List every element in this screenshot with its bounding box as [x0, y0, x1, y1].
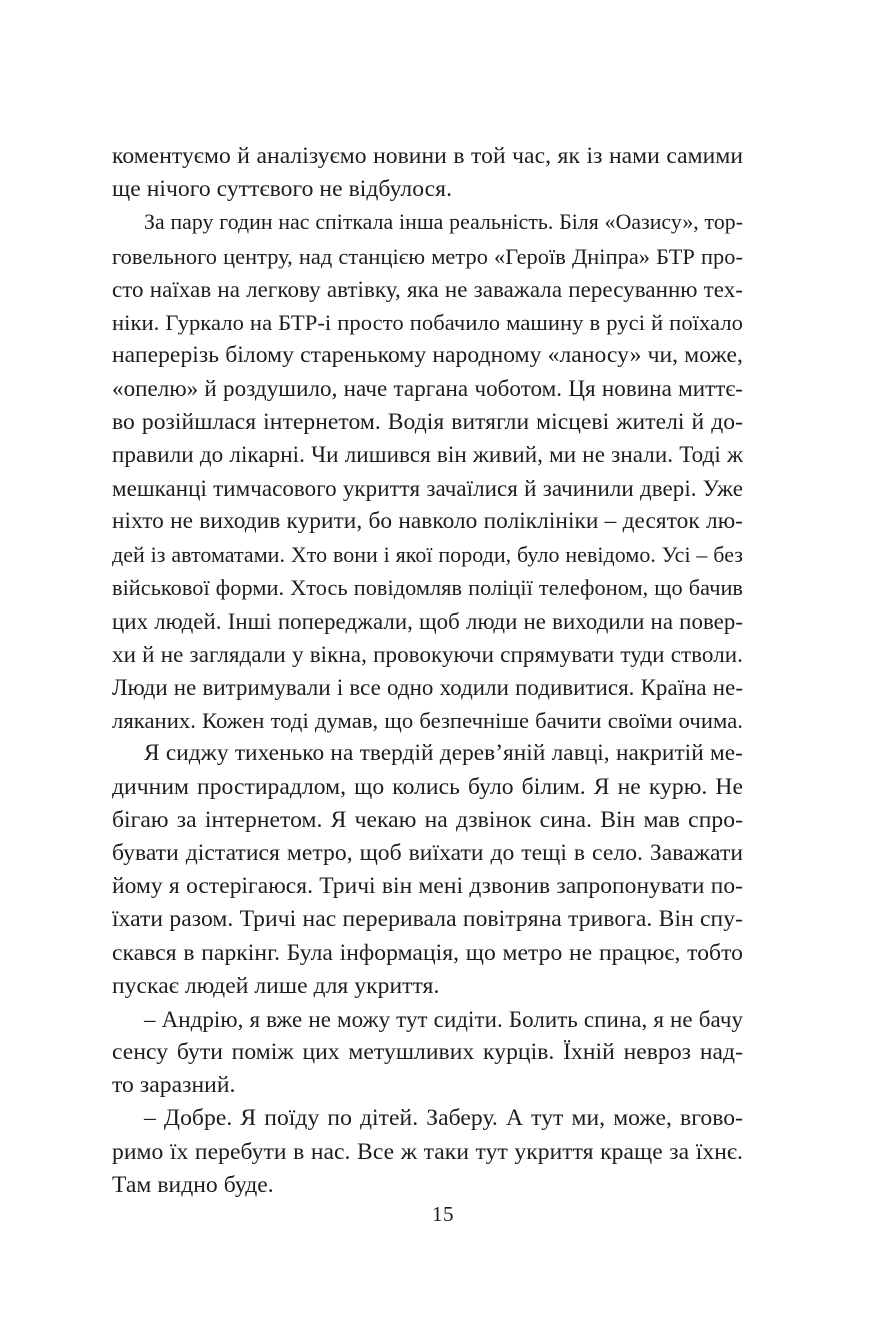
- text-line: ще нічого суттєвого не відбулося.: [112, 176, 453, 203]
- text-line: дичним простирадлом, що колись було білим. Я не курю. Не: [112, 773, 743, 800]
- text-line: Люди не витримували і все одно ходили подивитися. Країна не-: [112, 675, 743, 700]
- page-body: [112, 140, 743, 1202]
- text-line: римо їх перебути в нас. Все ж таки тут укриття краще за їхнє.: [112, 1138, 743, 1165]
- text-line: дей із автоматами. Хто вони і якої породи, було невідомо. Усі – без: [112, 542, 743, 568]
- text-line: хи й не заглядали у вікна, провокуючи спрямувати туди стволи.: [112, 640, 743, 667]
- text-line: то заразний.: [112, 1072, 236, 1099]
- text-line: «опелю» й роздушило, наче таргана чоботом. Ця новина миттє-: [112, 375, 743, 402]
- text-line: сенсу бути поміж цих метушливих курців. Їхній невроз над-: [112, 1039, 743, 1066]
- text-line: цих людей. Інші попереджали, щоб люди не виходили на повер-: [112, 608, 743, 634]
- text-line: пускає людей лише для укриття.: [112, 972, 440, 999]
- text-line: сто наїхав на легкову автівку, яка не заважала пересуванню тех-: [112, 276, 743, 302]
- page-number: 15: [432, 1202, 454, 1226]
- dialogue-line: – Добре. Я поїду по дітей. Заберу. А тут ми, може, вгово-: [144, 1105, 743, 1132]
- text-line: правили до лікарні. Чи лишився він живий, ми не знали. Тоді ж: [112, 441, 743, 468]
- text-line: бігаю за інтернетом. Я чекаю на дзвінок сина. Він мав спро-: [112, 806, 743, 833]
- text-line: мешканці тимчасового укриття зачаїлися й зачинили двері. Уже: [112, 475, 743, 501]
- text-line: ніхто не виходив курити, бо навколо поліклініки – десяток лю-: [112, 508, 743, 535]
- text-line: Там видно буде.: [112, 1171, 274, 1198]
- text-line: говельного центру, над станцією метро «Героїв Дніпра» БТР про-: [112, 243, 743, 269]
- text-line: ляканих. Кожен тоді думав, що безпечніше бачити своїми очима.: [112, 708, 743, 734]
- text-line: їхати разом. Тричі нас переривала повітряна тривога. Він спу-: [112, 906, 743, 933]
- text-line: коментуємо й аналізуємо новини в той час, як із нами самими: [112, 143, 743, 169]
- dialogue-line: – Андрію, я вже не можу тут сидіти. Болить спина, я не бачу: [144, 1005, 743, 1032]
- text-line: наперерізь білому старенькому народному «ланосу» чи, може,: [112, 342, 743, 369]
- text-line: бувати дістатися метро, щоб виїхати до тещі в село. Заважати: [112, 839, 743, 866]
- text-line: йому я остерігаюся. Тричі він мені дзвонив запропонувати по-: [112, 873, 743, 900]
- paragraph-first-line: За пару годин нас спіткала інша реальність. Біля «Оазису», тор-: [144, 210, 743, 235]
- text-line: ніки. Гуркало на БТР-і просто побачило машину в русі й поїхало: [112, 309, 743, 335]
- text-line: скався в паркінг. Була інформація, що метро не працює, тобто: [112, 939, 743, 966]
- text-line: військової форми. Хтось повідомляв поліції телефоном, що бачив: [112, 575, 743, 601]
- paragraph-first-line: Я сиджу тихенько на твердій дерев’яній лавці, накритій ме-: [144, 740, 743, 767]
- text-line: во розійшлася інтернетом. Водія витягли місцеві жителі й до-: [112, 408, 743, 435]
